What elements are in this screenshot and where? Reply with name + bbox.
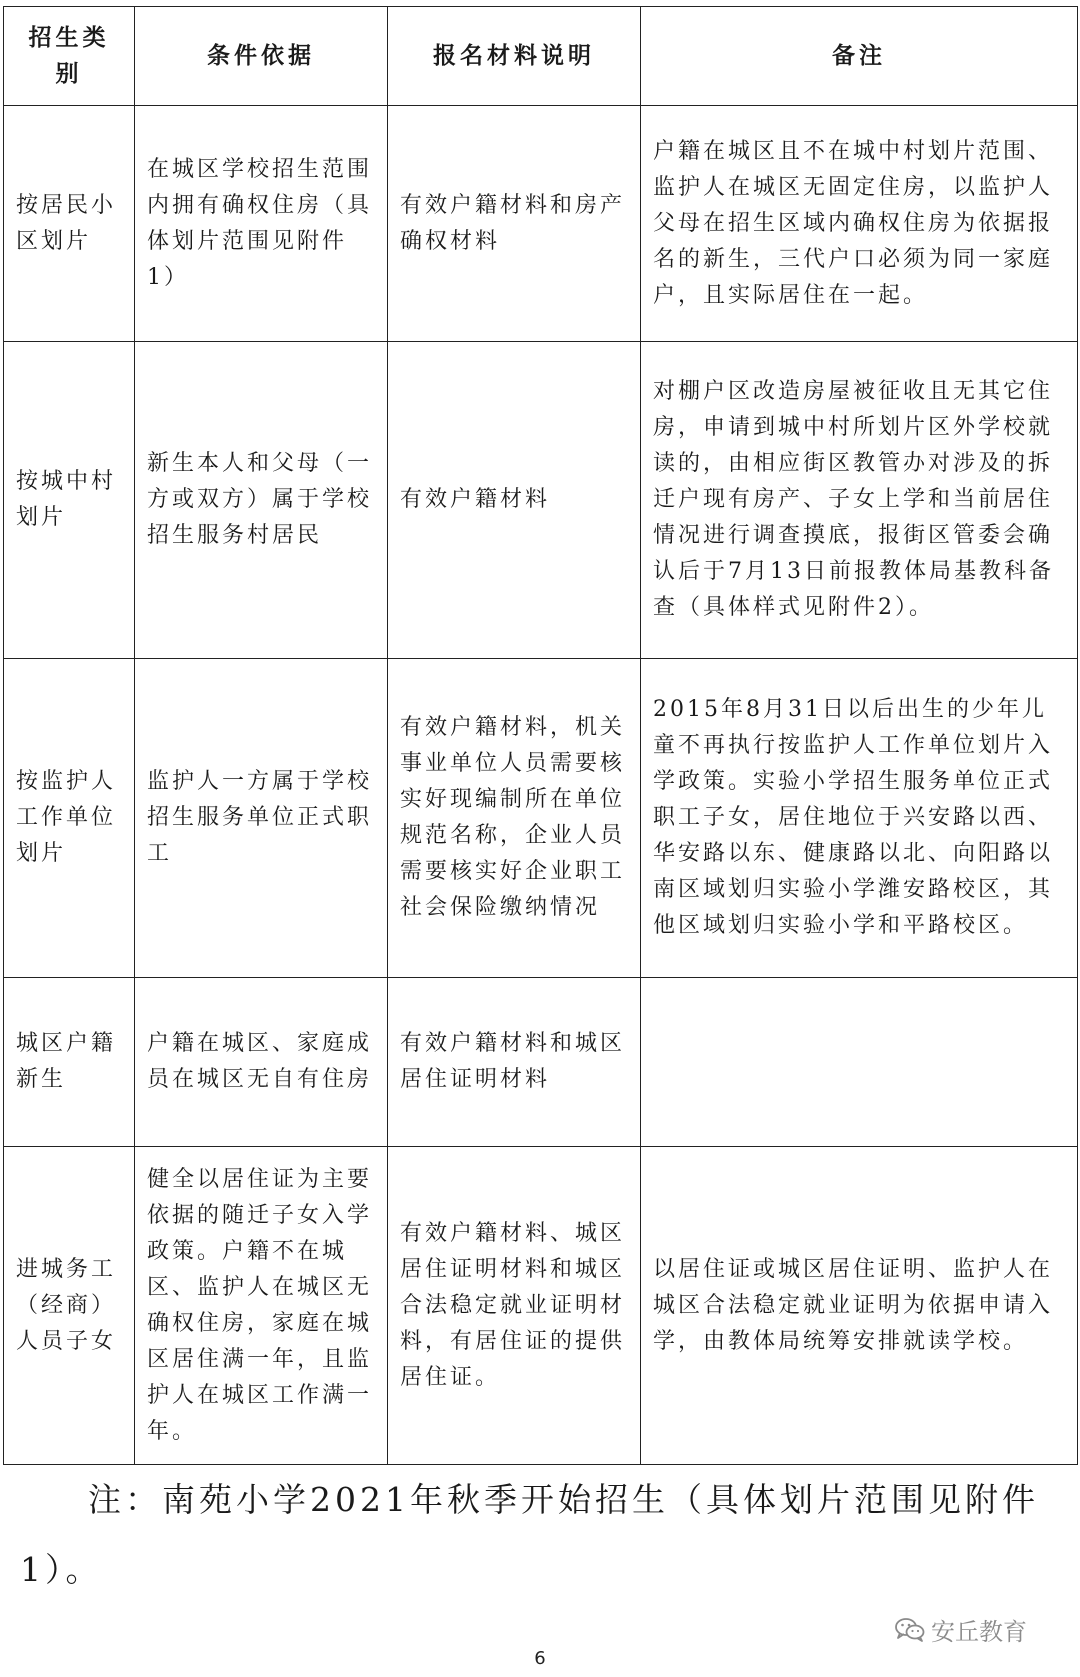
cell-basis: 监护人一方属于学校招生服务单位正式职工 bbox=[135, 659, 388, 978]
header-basis: 条件依据 bbox=[135, 7, 388, 106]
cell-materials: 有效户籍材料 bbox=[388, 342, 641, 659]
header-remarks: 备注 bbox=[641, 7, 1078, 106]
table-header-row bbox=[4, 7, 1078, 106]
table-row bbox=[4, 342, 1078, 659]
cell-remarks: 对棚户区改造房屋被征收且无其它住房，申请到城中村所划片区外学校就读的，由相应街区教管办对涉及的拆迁户现有房产、子女上学和当前居住情况进行调查摸底，报街区管委会确认后于7月13日前报教体局基教科备查（具体样式见附件2）。 bbox=[641, 342, 1078, 659]
footnote bbox=[20, 1465, 1060, 1605]
watermark-text: 安丘教育 bbox=[931, 1618, 1027, 1646]
cell-materials: 有效户籍材料和城区居住证明材料 bbox=[388, 978, 641, 1147]
cell-remarks: 2015年8月31日以后出生的少年儿童不再执行按监护人工作单位划片入学政策。实验小学招生服务单位正式职工子女，居住地位于兴安路以西、华安路以东、健康路以北、向阳路以南区域划归实验小学潍安路校区，其他区域划归实验小学和平路校区。 bbox=[641, 659, 1078, 978]
footnote-text: 注：南苑小学2021年秋季开始招生（具体划片范围见附件1）。 bbox=[20, 1480, 1039, 1589]
watermark bbox=[895, 1612, 1027, 1647]
table-row bbox=[4, 978, 1078, 1147]
cell-category: 进城务工（经商）人员子女 bbox=[4, 1147, 135, 1465]
cell-basis: 健全以居住证为主要依据的随迁子女入学政策。户籍不在城区、监护人在城区无确权住房，家庭在城区居住满一年，且监护人在城区工作满一年。 bbox=[135, 1147, 388, 1465]
header-category: 招生类别 bbox=[4, 7, 135, 106]
cell-basis: 在城区学校招生范围内拥有确权住房（具体划片范围见附件1） bbox=[135, 106, 388, 342]
cell-category: 按城中村划片 bbox=[4, 342, 135, 659]
cell-remarks bbox=[641, 978, 1078, 1147]
wechat-icon bbox=[895, 1617, 925, 1643]
cell-category: 城区户籍新生 bbox=[4, 978, 135, 1147]
cell-remarks: 户籍在城区且不在城中村划片范围、监护人在城区无固定住房，以监护人父母在招生区域内确权住房为依据报名的新生，三代户口必须为同一家庭户，且实际居住在一起。 bbox=[641, 106, 1078, 342]
page-number: 6 bbox=[534, 1648, 546, 1669]
cell-category: 按监护人工作单位划片 bbox=[4, 659, 135, 978]
header-materials: 报名材料说明 bbox=[388, 7, 641, 106]
table-row bbox=[4, 106, 1078, 342]
cell-remarks: 以居住证或城区居住证明、监护人在城区合法稳定就业证明为依据申请入学，由教体局统筹安排就读学校。 bbox=[641, 1147, 1078, 1465]
table-row bbox=[4, 659, 1078, 978]
cell-materials: 有效户籍材料，机关事业单位人员需要核实好现编制所在单位规范名称，企业人员需要核实好企业职工社会保险缴纳情况 bbox=[388, 659, 641, 978]
cell-basis: 新生本人和父母（一方或双方）属于学校招生服务村居民 bbox=[135, 342, 388, 659]
cell-materials: 有效户籍材料、城区居住证明材料和城区合法稳定就业证明材料，有居住证的提供居住证。 bbox=[388, 1147, 641, 1465]
enrollment-table bbox=[3, 6, 1078, 1465]
table-row bbox=[4, 1147, 1078, 1465]
cell-materials: 有效户籍材料和房产确权材料 bbox=[388, 106, 641, 342]
cell-category: 按居民小区划片 bbox=[4, 106, 135, 342]
cell-basis: 户籍在城区、家庭成员在城区无自有住房 bbox=[135, 978, 388, 1147]
